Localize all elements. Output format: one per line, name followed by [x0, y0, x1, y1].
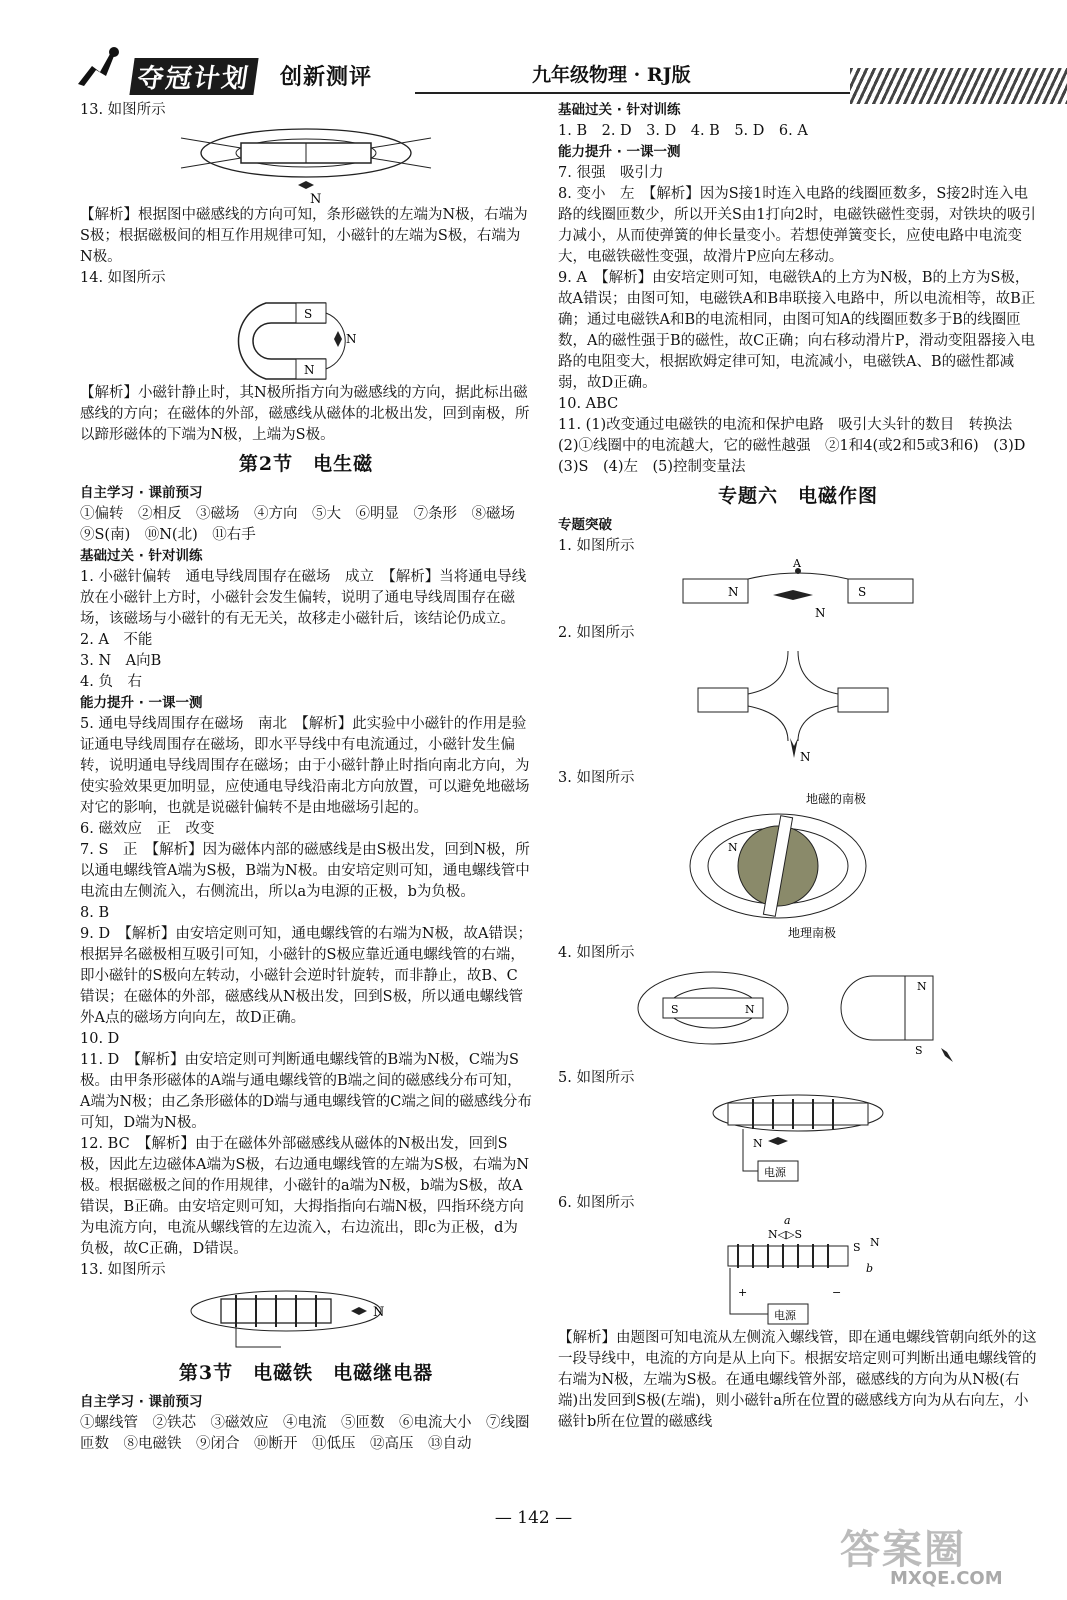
fig-label: S	[858, 585, 867, 599]
header-rule	[415, 92, 855, 94]
r-answer-9: 9. A 【解析】由安培定则可知，电磁铁A的上方为N极，B的上方为S极，故A错误；由图可知，电磁铁A和B串联接入电路中，所以电流相等，故B正确；通过电磁铁A和B的电流相同，由图可知A的线圈匝数多于B的线圈匝数，A的磁性强于B的磁性，故C正确；向右移动滑片P，滑动变阻器接入电路的电阻变大，根据欧姆定律可知，电流减小，电磁铁A、B的磁性都减弱，故D正确。	[558, 270, 1036, 391]
fig-label: N	[310, 192, 322, 203]
topic-6-title: 专题六 电磁作图	[717, 485, 878, 507]
s2-answer-10: 10. D	[80, 1031, 120, 1047]
fig-label: S	[304, 307, 313, 321]
fig-label: +	[738, 1286, 748, 1299]
book-subtitle: 创新测评	[280, 64, 373, 90]
right-category-advanced: 能力提升 · 一课一测	[558, 144, 681, 160]
s2-answer-9: 9. D 【解析】由安培定则可知，通电螺线管的右端为N极，故A错误；根据异名磁极相互吸引可知，小磁针的S极应靠近通电螺线管的右端，即小磁针的S极向左转动，小磁针会逆时针旋转，而非静止，故B、C错误；在磁体的外部，磁感线从N极出发，回到S极，所以通电螺线管外A点的磁场方向向左，故D正确。	[80, 926, 532, 1026]
fig-label: N	[304, 363, 315, 377]
page-header	[70, 38, 1067, 100]
horseshoe-magnet-figure	[176, 291, 436, 381]
fig-label: S	[671, 1003, 679, 1016]
s2-answer-13: 13. 如图所示	[80, 1262, 166, 1278]
fig-label: a	[784, 1216, 791, 1227]
topic-q5: 5. 如图所示	[558, 1070, 635, 1086]
fig-label: A	[793, 559, 801, 570]
left-column	[80, 100, 532, 1455]
fig-label: N	[815, 606, 826, 620]
fig-label: N	[800, 750, 811, 764]
fig-label: N	[346, 332, 357, 346]
r-answer-10: 10. ABC	[558, 396, 619, 412]
topic-q2: 2. 如图所示	[558, 625, 635, 641]
left-q14-explanation: 【解析】小磁针静止时，其N极所指方向为磁感线的方向，据此标出磁感线的方向；在磁体的外部，磁感线从磁体的北极出发，回到南极，所以蹄形磁体的下端为N极，上端为S极。	[80, 385, 530, 443]
fig-label: b	[866, 1262, 874, 1275]
section-2-category-preview: 自主学习 · 课前预习	[80, 485, 203, 501]
magnet-fields-figure	[633, 966, 963, 1066]
s2-answer-4: 4. 负 右	[80, 674, 142, 690]
r-answers-1-6: 1. B 2. D 3. D 4. B 5. D 6. A	[558, 123, 808, 139]
r-answer-8: 8. 变小 左 【解析】因为S接1时连入电路的线圈匝数多，S接2时连入电路的线圈匝数少，所以开关S由1打向2时，电磁铁磁性变弱，对铁块的吸引力减小，从而使弹簧的伸长量变小。若想使弹簧变长，应使电路中电流变大，电磁铁磁性变强，故滑片P应向左移动。	[558, 186, 1036, 265]
fig-label: 电源	[764, 1166, 786, 1179]
fig-label: N	[745, 1003, 755, 1016]
runner-logo-icon	[70, 46, 130, 90]
topic-category: 专题突破	[558, 517, 612, 533]
topic-q6-explanation: 【解析】由题图可知电流从左侧流入螺线管，即在通电螺线管朝向纸外的这一段导线中，电流的方向是从上向下。根据安培定则可判断出通电螺线管的右端为N极，左端为S极。在通电螺线管外部，磁感线的方向为从N极(右端)出发回到S极(左端)，则小磁针a所在位置的磁感线方向为从右向左，小磁针b所在位置的磁感线	[558, 1330, 1037, 1430]
electromagnet-circuit-figure	[698, 1091, 898, 1191]
section-3-preview-answers: ①螺线管 ②铁芯 ③磁效应 ④电流 ⑤匝数 ⑥电流大小 ⑦线圈匝数 ⑧电磁铁 ⑨闭合 ⑩断开 ⑪低压 ⑫高压 ⑬自动	[80, 1415, 530, 1452]
fig-label: 地理南极	[788, 926, 837, 940]
r-answer-11: 11. (1)改变通过电磁铁的电流和保护电路 吸引大头针的数目 转换法 (2)①线圈中的电流越大，它的磁性越强 ②1和4(或2和5或3和6) (3)D (3)S (4)左 (5)控制变量法	[558, 417, 1040, 475]
fig-label: N	[870, 1236, 880, 1249]
r-answer-7: 7. 很强 吸引力	[558, 165, 664, 181]
left-q14-heading: 14. 如图所示	[80, 270, 166, 286]
s2-answer-1: 1. 小磁针偏转 通电导线周围存在磁场 成立 【解析】当将通电导线放在小磁针上方时，小磁针会发生偏转，说明了通电导线周围存在磁场，该磁场与小磁针的有无无关，故移走小磁针后，该结论仍成立。	[80, 569, 527, 627]
section-2-title: 第2节 电生磁	[238, 453, 374, 475]
topic-q6: 6. 如图所示	[558, 1195, 635, 1211]
watermark-url: MXQE.COM	[890, 1568, 1003, 1589]
header-stripes	[850, 68, 1067, 104]
fig-label: S	[915, 1044, 923, 1057]
fig-label: 地磁的南极	[806, 792, 867, 806]
section-3-title: 第3节 电磁铁 电磁继电器	[178, 1362, 434, 1384]
right-column	[558, 100, 1038, 1433]
s2-answer-11: 11. D 【解析】由安培定则可判断通电螺线管的B端为N极，C端为S极。由甲条形磁体的A端与通电螺线管的B端之间的磁感线分布可知，A端为N极；由乙条形磁体的D端与通电螺线管的C端之间的磁感线分布可知，D端为N极。	[80, 1052, 532, 1131]
watermark: 答案圈	[840, 1527, 966, 1573]
section-3-category-preview: 自主学习 · 课前预习	[80, 1394, 203, 1410]
right-category-basic: 基础过关 · 针对训练	[558, 102, 681, 118]
logo	[70, 46, 270, 94]
s2-answer-3: 3. N A向B	[80, 653, 162, 669]
earth-magnetic-figure	[668, 791, 928, 941]
left-q13-heading: 13. 如图所示	[80, 102, 166, 118]
grade-label: 九年级物理 · RJ版	[532, 64, 691, 86]
topic-q4: 4. 如图所示	[558, 945, 635, 961]
topic-q3: 3. 如图所示	[558, 770, 635, 786]
section-2-category-basic: 基础过关 · 针对训练	[80, 548, 203, 564]
fig-label: S	[853, 1241, 861, 1254]
solenoid-compass-figure	[698, 1216, 898, 1326]
bar-magnet-figure	[171, 123, 441, 203]
fig-label: 电源	[774, 1309, 796, 1322]
page-number: — 142 —	[494, 1508, 573, 1528]
section-2-preview-answers: ①偏转 ②相反 ③磁场 ④方向 ⑤大 ⑥明显 ⑦条形 ⑧磁场 ⑨S(南) ⑩N(北) ⑪右手	[80, 506, 530, 543]
s2-answer-12: 12. BC 【解析】由于在磁体外部磁感线从磁体的N极出发，回到S极，因此左边磁体A端为S极，右边通电螺线管的左端为S极，右端为N极。根据磁极之间的作用规律，小磁针的a端为N极，b端为S极，故A错误，B正确。由安培定则可知，大拇指指向右端N极，四指环绕方向为电流方向，电流从螺线管的左边流入，右边流出，即c为正极，d为负极，故C正确，D错误。	[80, 1136, 530, 1257]
s2-answer-6: 6. 磁效应 正 改变	[80, 821, 215, 837]
fig-label: N	[373, 1305, 385, 1320]
left-q13-explanation: 【解析】根据图中磁感线的方向可知，条形磁铁的左端为N极，右端为S极；根据磁极间的相互作用规律可知，小磁针的左端为S极，右端为N极。	[80, 207, 528, 265]
two-magnets-figure	[673, 559, 923, 621]
fig-label: N	[917, 980, 927, 993]
section-2-category-advanced: 能力提升 · 一课一测	[80, 695, 203, 711]
fig-label: N◁▷S	[768, 1228, 803, 1241]
topic-q1: 1. 如图所示	[558, 538, 635, 554]
s2-answer-5: 5. 通电导线周围存在磁场 南北 【解析】此实验中小磁针的作用是验证通电导线周围存在磁场，即水平导线中有电流通过，小磁针发生偏转，说明通电导线周围存在磁场；由于小磁针静止时指向南北方向，为使实验效果更加明显，应使通电导线沿南北方向放置，可以避免地磁场对它的影响，也就是说磁针偏转不是由地磁场引起的。	[80, 716, 530, 816]
fig-label: N	[728, 841, 738, 854]
logo-text: 夺冠计划	[129, 58, 258, 95]
solenoid-figure	[181, 1283, 431, 1355]
s2-answer-7: 7. S 正 【解析】因为磁体内部的磁感线是由S极出发，回到N极，所以通电螺线管A端为S极，B端为N极。由安培定则可知，通电螺线管中电流由左侧流入，右侧流出，所以a为电源的正极，b为负极。	[80, 842, 530, 900]
like-poles-figure	[688, 646, 908, 766]
fig-label: −	[832, 1286, 842, 1299]
fig-label: N	[728, 585, 739, 599]
s2-answer-8: 8. B	[80, 905, 110, 921]
s2-answer-2: 2. A 不能	[80, 632, 153, 648]
fig-label: N	[753, 1137, 763, 1150]
